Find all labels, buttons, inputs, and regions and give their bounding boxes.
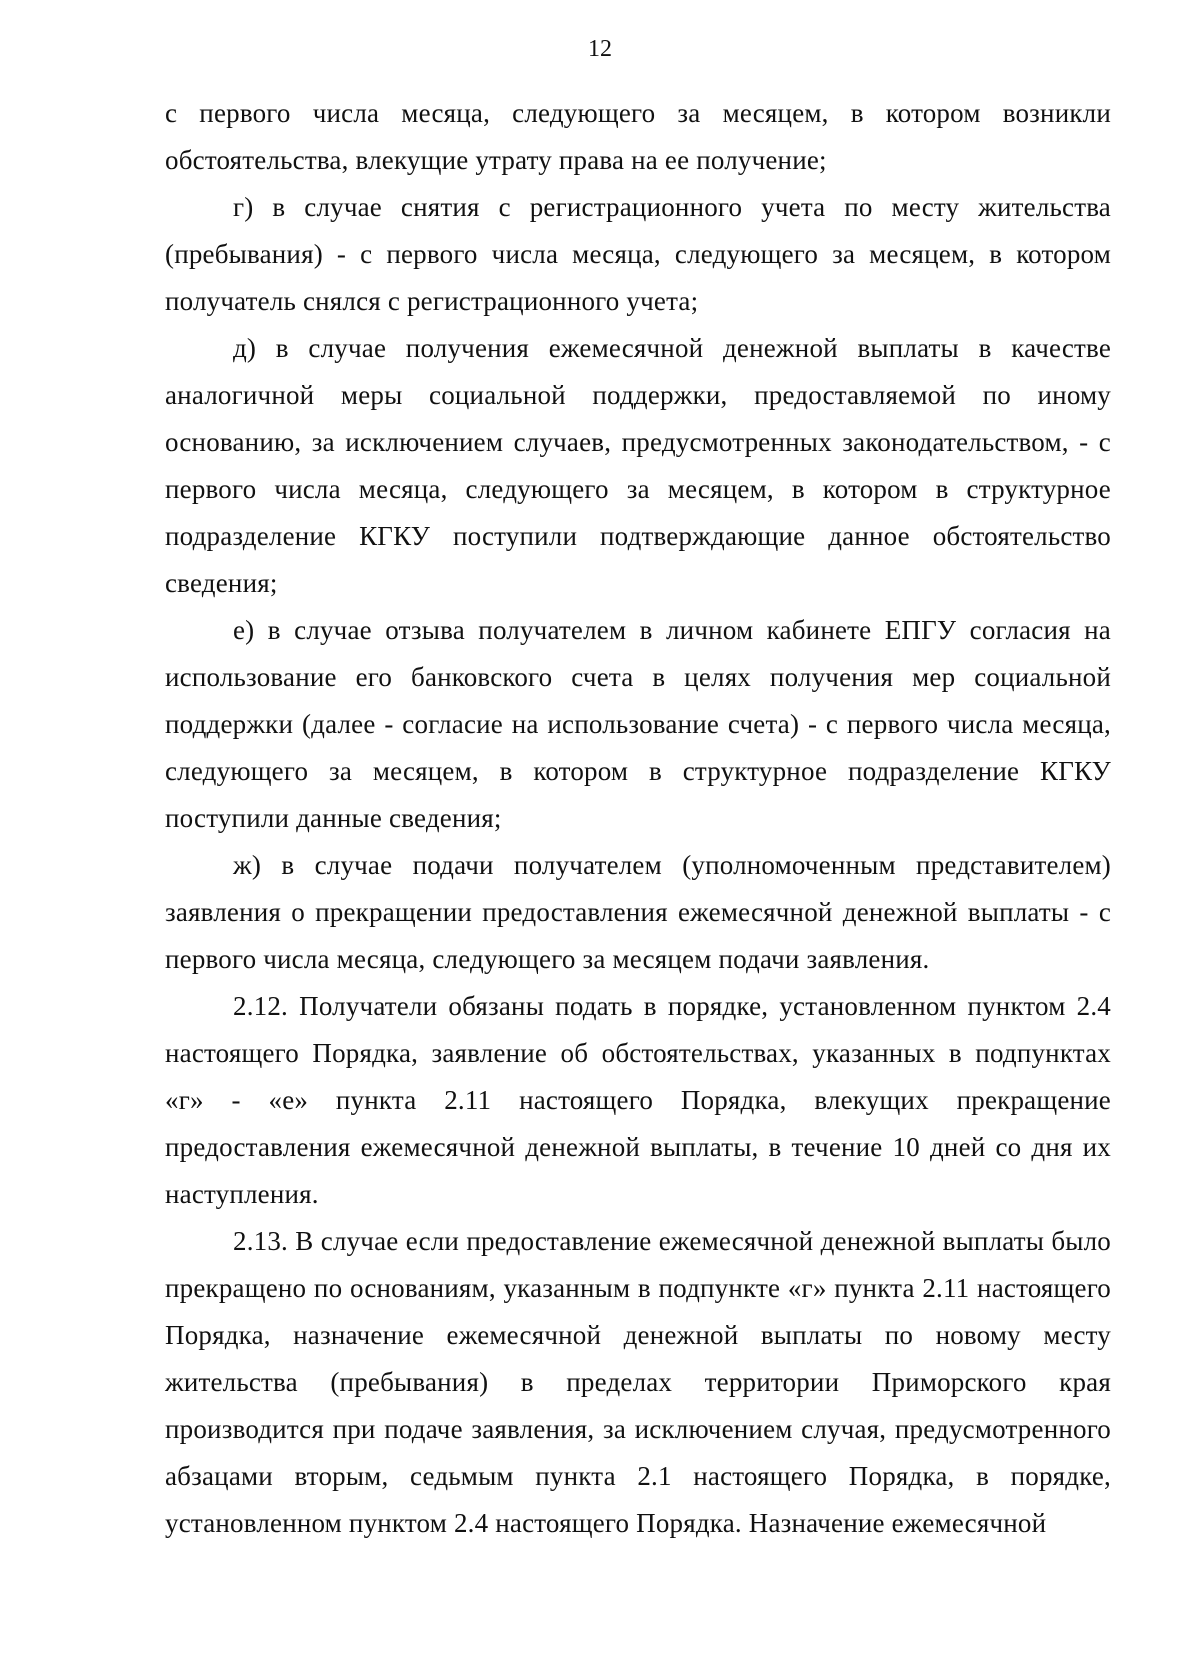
paragraph-subitem-zh: ж) в случае подачи получателем (уполномоченным представителем) заявления о прекращении предоставления ежемесячной денежной выплаты - с первого числа месяца, следующего за месяцем подачи заявления. (165, 850, 1111, 974)
paragraph-subitem-e: е) в случае отзыва получателем в личном кабинете ЕПГУ согласия на использование его банковского счета в целях получения мер социальной поддержки (далее - согласие на использование счета) - с первого числа месяца, следующего за месяцем, в котором в структурное подразделение КГКУ поступили данные сведения; (165, 615, 1111, 833)
paragraph-subitem-d: д) в случае получения ежемесячной денежной выплаты в качестве аналогичной меры социальной поддержки, предоставляемой по иному основанию, за исключением случаев, предусмотренных законодательством, - с первого числа месяца, следующего за месяцем, в котором в структурное подразделение КГКУ поступили подтверждающие данное обстоятельство сведения; (165, 333, 1111, 598)
document-body (165, 90, 1111, 1547)
paragraph-continuation: с первого числа месяца, следующего за месяцем, в котором возникли обстоятельства, влекущие утрату права на ее получение; (165, 98, 1111, 175)
paragraph-subitem-g: г) в случае снятия с регистрационного учета по месту жительства (пребывания) - с первого числа месяца, следующего за месяцем, в котором получатель снялся с регистрационного учета; (165, 192, 1111, 316)
page-number: 12 (588, 36, 612, 62)
paragraph-clause-2-13: 2.13. В случае если предоставление ежемесячной денежной выплаты было прекращено по основаниям, указанным в подпункте «г» пункта 2.11 настоящего Порядка, назначение ежемесячной денежной выплаты по новому месту жительства (пребывания) в пределах территории Приморского края производится при подаче заявления, за исключением случая, предусмотренного абзацами вторым, седьмым пункта 2.1 настоящего Порядка, в порядке, установленном пунктом 2.4 настоящего Порядка. Назначение ежемесячной (165, 1226, 1111, 1538)
paragraph-clause-2-12: 2.12. Получатели обязаны подать в порядке, установленном пунктом 2.4 настоящего Порядка, заявление об обстоятельствах, указанных в подпунктах «г» - «е» пункта 2.11 настоящего Порядка, влекущих прекращение предоставления ежемесячной денежной выплаты, в течение 10 дней со дня их наступления. (165, 991, 1111, 1209)
